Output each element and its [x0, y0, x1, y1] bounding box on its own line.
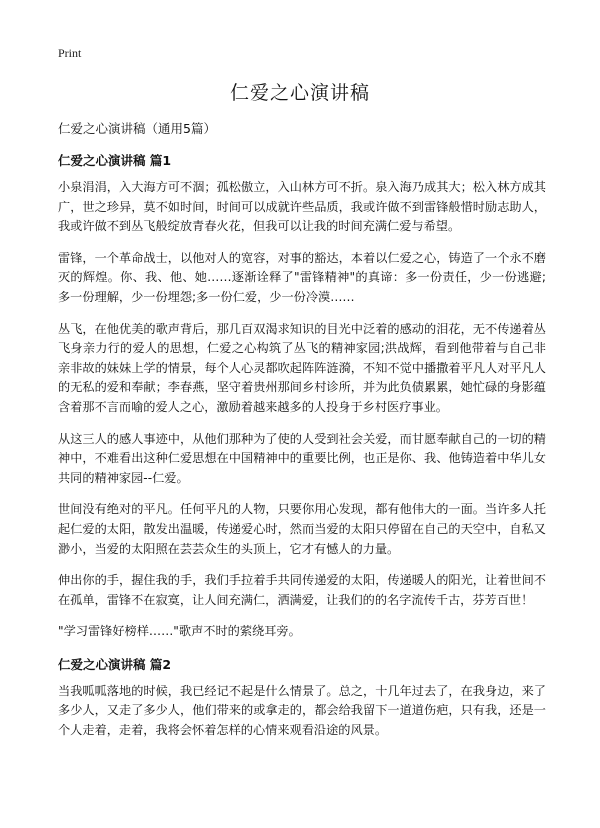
paragraph: 当我呱呱落地的时候，我已经记不起是什么情景了。总之，十几年过去了，在我身边，来了多少人，又走了多少人，他们带来的或拿走的，都会给我留下一道道伤疤，只有我，还是一个人走着，走着，我将会怀着怎样的心情来观看沿途的风景。 [58, 683, 546, 738]
section-2 [58, 656, 546, 741]
page-title: 仁爱之心演讲稿 [229, 82, 370, 104]
paragraph: "学习雷锋好榜样……"歌声不时的萦绕耳旁。 [58, 624, 301, 639]
print-link[interactable]: Print [58, 46, 82, 60]
section-heading: 仁爱之心演讲稿 篇2 [58, 656, 172, 672]
paragraph: 从这三人的感人事迹中，从他们那种为了使的人受到社会关爱，而甘愿奉献自己的一切的精神中，不难看出这种仁爱思想在中国精神中的重要比例，也正是你、我、他铸造着中华儿女共同的精神家园--仁爱。 [58, 431, 546, 485]
section-1 [58, 152, 546, 642]
document-body [58, 120, 546, 753]
paragraph: 伸出你的手，握住我的手，我们手拉着手共同传递爱的太阳，传递暖人的阳光，让着世间不在孤单，雷锋不在寂寞，让人间充满仁，洒满爱，让我们的的名字流传千古，芬芳百世！ [58, 573, 546, 607]
paragraph: 雷锋，一个革命战士，以他对人的宽容，对事的豁达，本着以仁爱之心，铸造了一个永不磨灭的辉煌。你、我、他、她……逐渐诠释了"雷锋精神"的真谛：多一份责任，少一份逃避;多一份理解，少一份埋怨;多一份仁爱，少一份冷漠…… [58, 250, 546, 304]
section-heading: 仁爱之心演讲稿 篇1 [58, 153, 172, 168]
document-subtitle: 仁爱之心演讲稿（通用5篇） [58, 121, 216, 136]
paragraph: 世间没有绝对的平凡。任何平凡的人物，只要你用心发现，都有他伟大的一面。当许多人托起仁爱的太阳，散发出温暖，传递爱心时，然而当爱的太阳只停留在自己的天空中，自私又渺小，当爱的太阳照在芸芸众生的头顶上，它才有憾人的力量。 [58, 502, 546, 556]
paragraph: 丛飞，在他优美的歌声背后，那几百双渴求知识的目光中泛着的感动的泪花，无不传递着丛飞身亲力行的爱人的思想，仁爱之心构筑了丛飞的精神家园;洪战辉，看到他带着与自己非亲非故的妹妹上学的情景，每个人心灵都吹起阵阵涟漪，不知不觉中播撒着平凡人对平凡人的无私的爱和奉献；李春燕，坚守着贵州那间乡村诊所，并为此负债累累，她忙碌的身影蕴含着那不言而喻的爱人之心，激励着越来越多的人投身于乡村医疗事业。 [58, 321, 546, 414]
paragraph: 小泉涓涓，入大海方可不涸；孤松傲立，入山林方可不折。泉入海乃成其大；松入林方成其广，世之珍异，莫不如时间，时间可以成就许些品质，我或许做不到雷锋般惜时励志助人，我或许做不到丛飞般绽放青春火花，但我可以让我的时间充满仁爱与希望。 [58, 180, 546, 234]
